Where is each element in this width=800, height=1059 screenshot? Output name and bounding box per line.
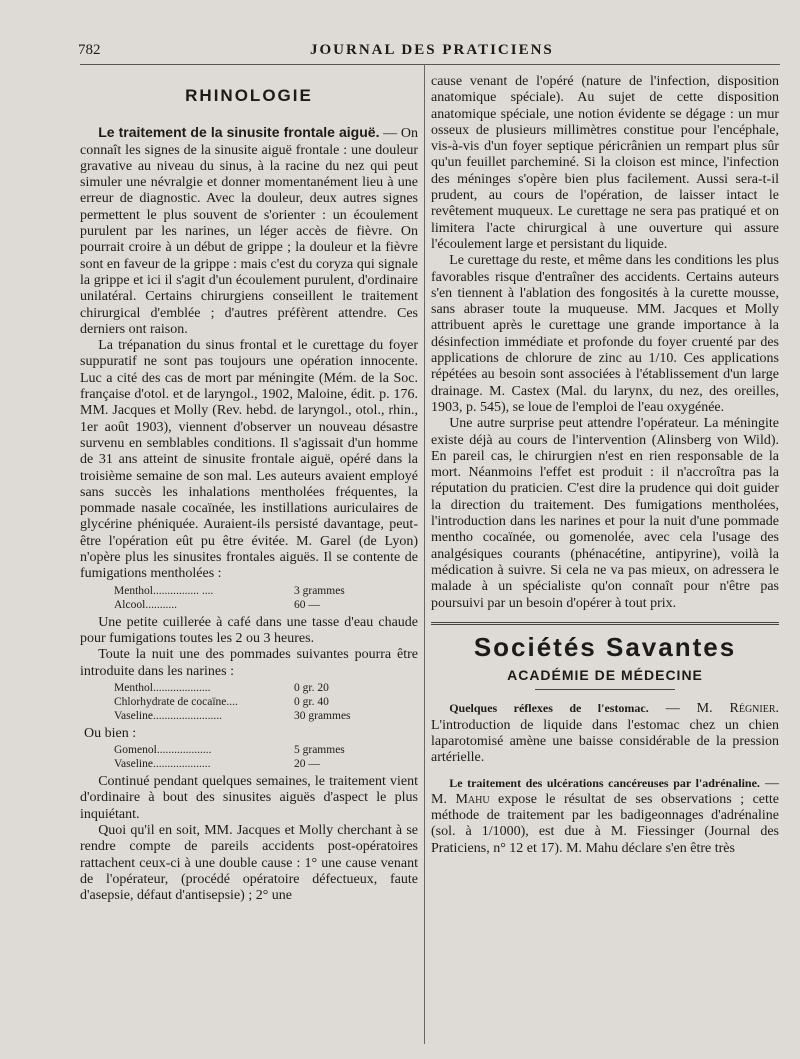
prescription-row xyxy=(114,695,418,709)
communication-text: expose le résultat de ses observations ; cette méthode de traitement par les badigeonnages d'adrénaline (sol. à 1/1000), est due à M. Fiessinger (Journal des Praticiens, n° 12 et 17). M. Mahu déclare s'en être très xyxy=(431,791,780,856)
paragraph xyxy=(431,775,779,857)
ingredient-dose: 20 — xyxy=(294,758,320,771)
prescription-row xyxy=(114,584,418,598)
prescription-gomenol xyxy=(80,743,418,771)
article-text: — On connaît les signes de la sinusite aiguë frontale : une douleur gravative au niveau du sinus, à la racine du nez qui peut simuler une névralgie et donner momentanément lieu à une erreur de diagnostic. Avec la douleur, deux autres signes permettent le plus souvent de s'orienter : un écoulement purulent par les narines, un léger accès de fièvre. On pourrait croire à un début de grippe ; la douleur et la fièvre sont en faveur de la grippe : mais c'est du coryza qui signale la grippe et ici il s'agit d'un écoulement purulent, d'ordinaire unilatéral. Certains chirurgiens conseillent le traitement chirurgical d'emblée ; d'autres préfèrent attendre. Ces derniers ont raison. xyxy=(80,126,418,337)
ingredient-name: Chlorhydrate de cocaïne xyxy=(114,695,227,708)
ingredient-name: Vaseline xyxy=(114,758,153,771)
dash: — M. xyxy=(431,775,779,807)
paragraph: Le curettage du reste, et même dans les conditions les plus favorables risque d'entraîner des accidents. Certains auteurs s'en tiennent à l'ablation des fongosités à la curette mousse, sans abraser toute la muqueuse. MM. Jacques et Molly attribuent après le curettage une grande importance à la désinfection immédiate et profonde du foyer cruenté par des applications de chlorure de zinc au 1/10. Ces applications répétées au besoin sont associées à l'établissement d'un large drainage. M. Castex (Mal. du larynx, du nez, des oreilles, 1903, p. 545), se loue de l'emploi de l'eau oxygénée. xyxy=(431,253,779,415)
ingredient-dose: 60 — xyxy=(294,598,320,611)
prescription-row xyxy=(114,743,418,757)
leader-dots: ................ .... xyxy=(152,584,214,597)
leader-dots: ........................ xyxy=(152,709,222,722)
journal-title: JOURNAL DES PRATICIENS xyxy=(310,42,554,58)
ou-bien-label: Ou bien : xyxy=(84,725,137,741)
section-divider xyxy=(431,622,779,625)
prescription-row xyxy=(114,709,418,723)
ingredient-name: Menthol xyxy=(114,584,153,597)
prescription-menthol-alcool xyxy=(80,584,418,612)
leader-dots: .................... xyxy=(152,681,211,694)
dash: — M. xyxy=(665,701,713,717)
ingredient-dose: 0 gr. 20 xyxy=(294,681,329,694)
author-name: Mahu xyxy=(455,791,490,807)
ingredient-dose: 30 grammes xyxy=(294,709,351,722)
paragraph: Continué pendant quelques semaines, le traitement vient d'ordinaire à bout des sinusites aiguës d'aspect le plus inquiétant. xyxy=(80,774,418,822)
page-header xyxy=(78,42,778,64)
leader-dots: .... xyxy=(226,695,238,708)
column-divider xyxy=(424,64,425,1044)
prescription-row xyxy=(114,598,418,612)
section-title-rhinologie: RHINOLOGIE xyxy=(185,86,313,105)
header-rule xyxy=(80,64,780,65)
left-column xyxy=(80,88,418,904)
page-number: 782 xyxy=(78,42,101,58)
leader-dots: ........... xyxy=(145,598,177,611)
academie-title: ACADÉMIE DE MÉDECINE xyxy=(507,667,703,684)
leader-dots: .................... xyxy=(152,758,211,771)
ingredient-dose: 5 grammes xyxy=(294,744,345,757)
ingredient-dose: 3 grammes xyxy=(294,584,345,597)
prescription-row xyxy=(114,757,418,771)
right-column xyxy=(431,74,779,857)
prescription-menthol-cocaine xyxy=(80,681,418,723)
societes-savantes-title: Sociétés Savantes xyxy=(473,631,737,662)
paragraph: Quoi qu'il en soit, MM. Jacques et Molly cherchant à se rendre compte de pareils accidents post-opératoires rattachent ceux-ci à une double cause : 1° une cause venant de l'opérateur, (procédé opératoire défectueux, faute d'asepsie, défaut d'antisepsie) ; 2° une xyxy=(80,822,418,904)
ingredient-name: Vaseline xyxy=(114,709,153,722)
paragraph: Toute la nuit une des pommades suivantes pourra être introduite dans les narines : xyxy=(80,647,418,679)
paragraph: Une petite cuillerée à café dans une tasse d'eau chaude pour fumigations toutes les 2 ou 3 heures. xyxy=(80,614,418,646)
communication-title: Le traitement des ulcérations cancéreuses par l'adrénaline. xyxy=(449,775,760,790)
author-name: Régnier. xyxy=(729,701,780,717)
communication-text: L'introduction de liquide dans l'estomac chez un chien laparotomisé amène une baisse considérable de la pression artérielle. xyxy=(431,717,779,766)
paragraph xyxy=(80,124,418,338)
ingredient-name: Alcool xyxy=(114,598,146,611)
paragraph: La trépanation du sinus frontal et le curettage du foyer suppuratif ne sont pas toujours une opération innocente. Luc a cité des cas de mort par méningite (Mém. de la Soc. française d'otol. et de laryngol., 1902, Maloine, édit. p. 176. MM. Jacques et Molly (Rev. hebd. de laryngol., otol., rhin., 1er août 1903), viennent d'observer un nouveau désastre survenu en semblables conditions. Il s'agissait d'un homme de 31 ans atteint de sinusite frontale aiguë, opéré dans la troisième semaine de son mal. Les auteurs avaient employé sans succès les inhalations mentholées fréquentes, la pommade nasale cocaïnée, les instillations auriculaires de glycérine phéniquée. Auraient-ils persisté davantage, peut-être l'opération eût pu être évitée. M. Garel (de Lyon) n'opère plus les sinusites frontales aiguës. Il se contente de fumigations mentholées : xyxy=(80,338,418,582)
ingredient-name: Gomenol xyxy=(114,744,157,757)
ingredient-name: Menthol xyxy=(114,681,153,694)
ingredient-dose: 0 gr. 40 xyxy=(294,695,329,708)
academie-rule xyxy=(535,689,675,690)
article-title: Le traitement de la sinusite frontale aiguë. xyxy=(98,124,380,141)
leader-dots: ................... xyxy=(156,744,212,757)
prescription-row xyxy=(114,681,418,695)
communication-title: Quelques réflexes de l'estomac. xyxy=(449,701,649,716)
paragraph xyxy=(431,700,779,766)
paragraph: cause venant de l'opéré (nature de l'infection, disposition anatomique spéciale). Au sujet de cette disposition anatomique spéciale, une notion évidente se dégage : un mur osseux de plusieurs millimètres constitue pour l'encéphale, vis-à-vis d'un foyer septique péricrânien un rempart plus sûr qu'un feuillet parcheminé. Si la cloison est mince, l'infection des méninges s'opère bien plus facilement. Aussi sera-t-il prudent, au cours de l'opération, de laisser intact le revêtement muqueux. Le curettage ne sera pas pratiqué et on limitera l'acte chirurgical à une ouverture qui assure l'écoulement large et persistant du liquide. xyxy=(431,74,779,252)
paragraph: Une autre surprise peut attendre l'opérateur. La méningite existe déjà au cours de l'intervention (Alinsberg von Wild). En pareil cas, le chirurgien n'est en rien responsable de la mort. Néanmoins l'effet est produit : il n'accroîtra pas la réputation du praticien. C'est dire la prudence qui doit guider la direction du traitement. Des fumigations mentholées, l'introduction dans les narines et pour la nuit d'une pommade mentho cocaïnée, ou gomenolée, avec cela l'usage des analgésiques courants (phénacétine, antipyrine), voilà la médication à suivre. Si cela ne va pas mieux, on adressera le malade à un spécialiste qu'on connaît pour n'être pas poursuivi par un besoin d'opérer à tout prix. xyxy=(431,416,779,611)
